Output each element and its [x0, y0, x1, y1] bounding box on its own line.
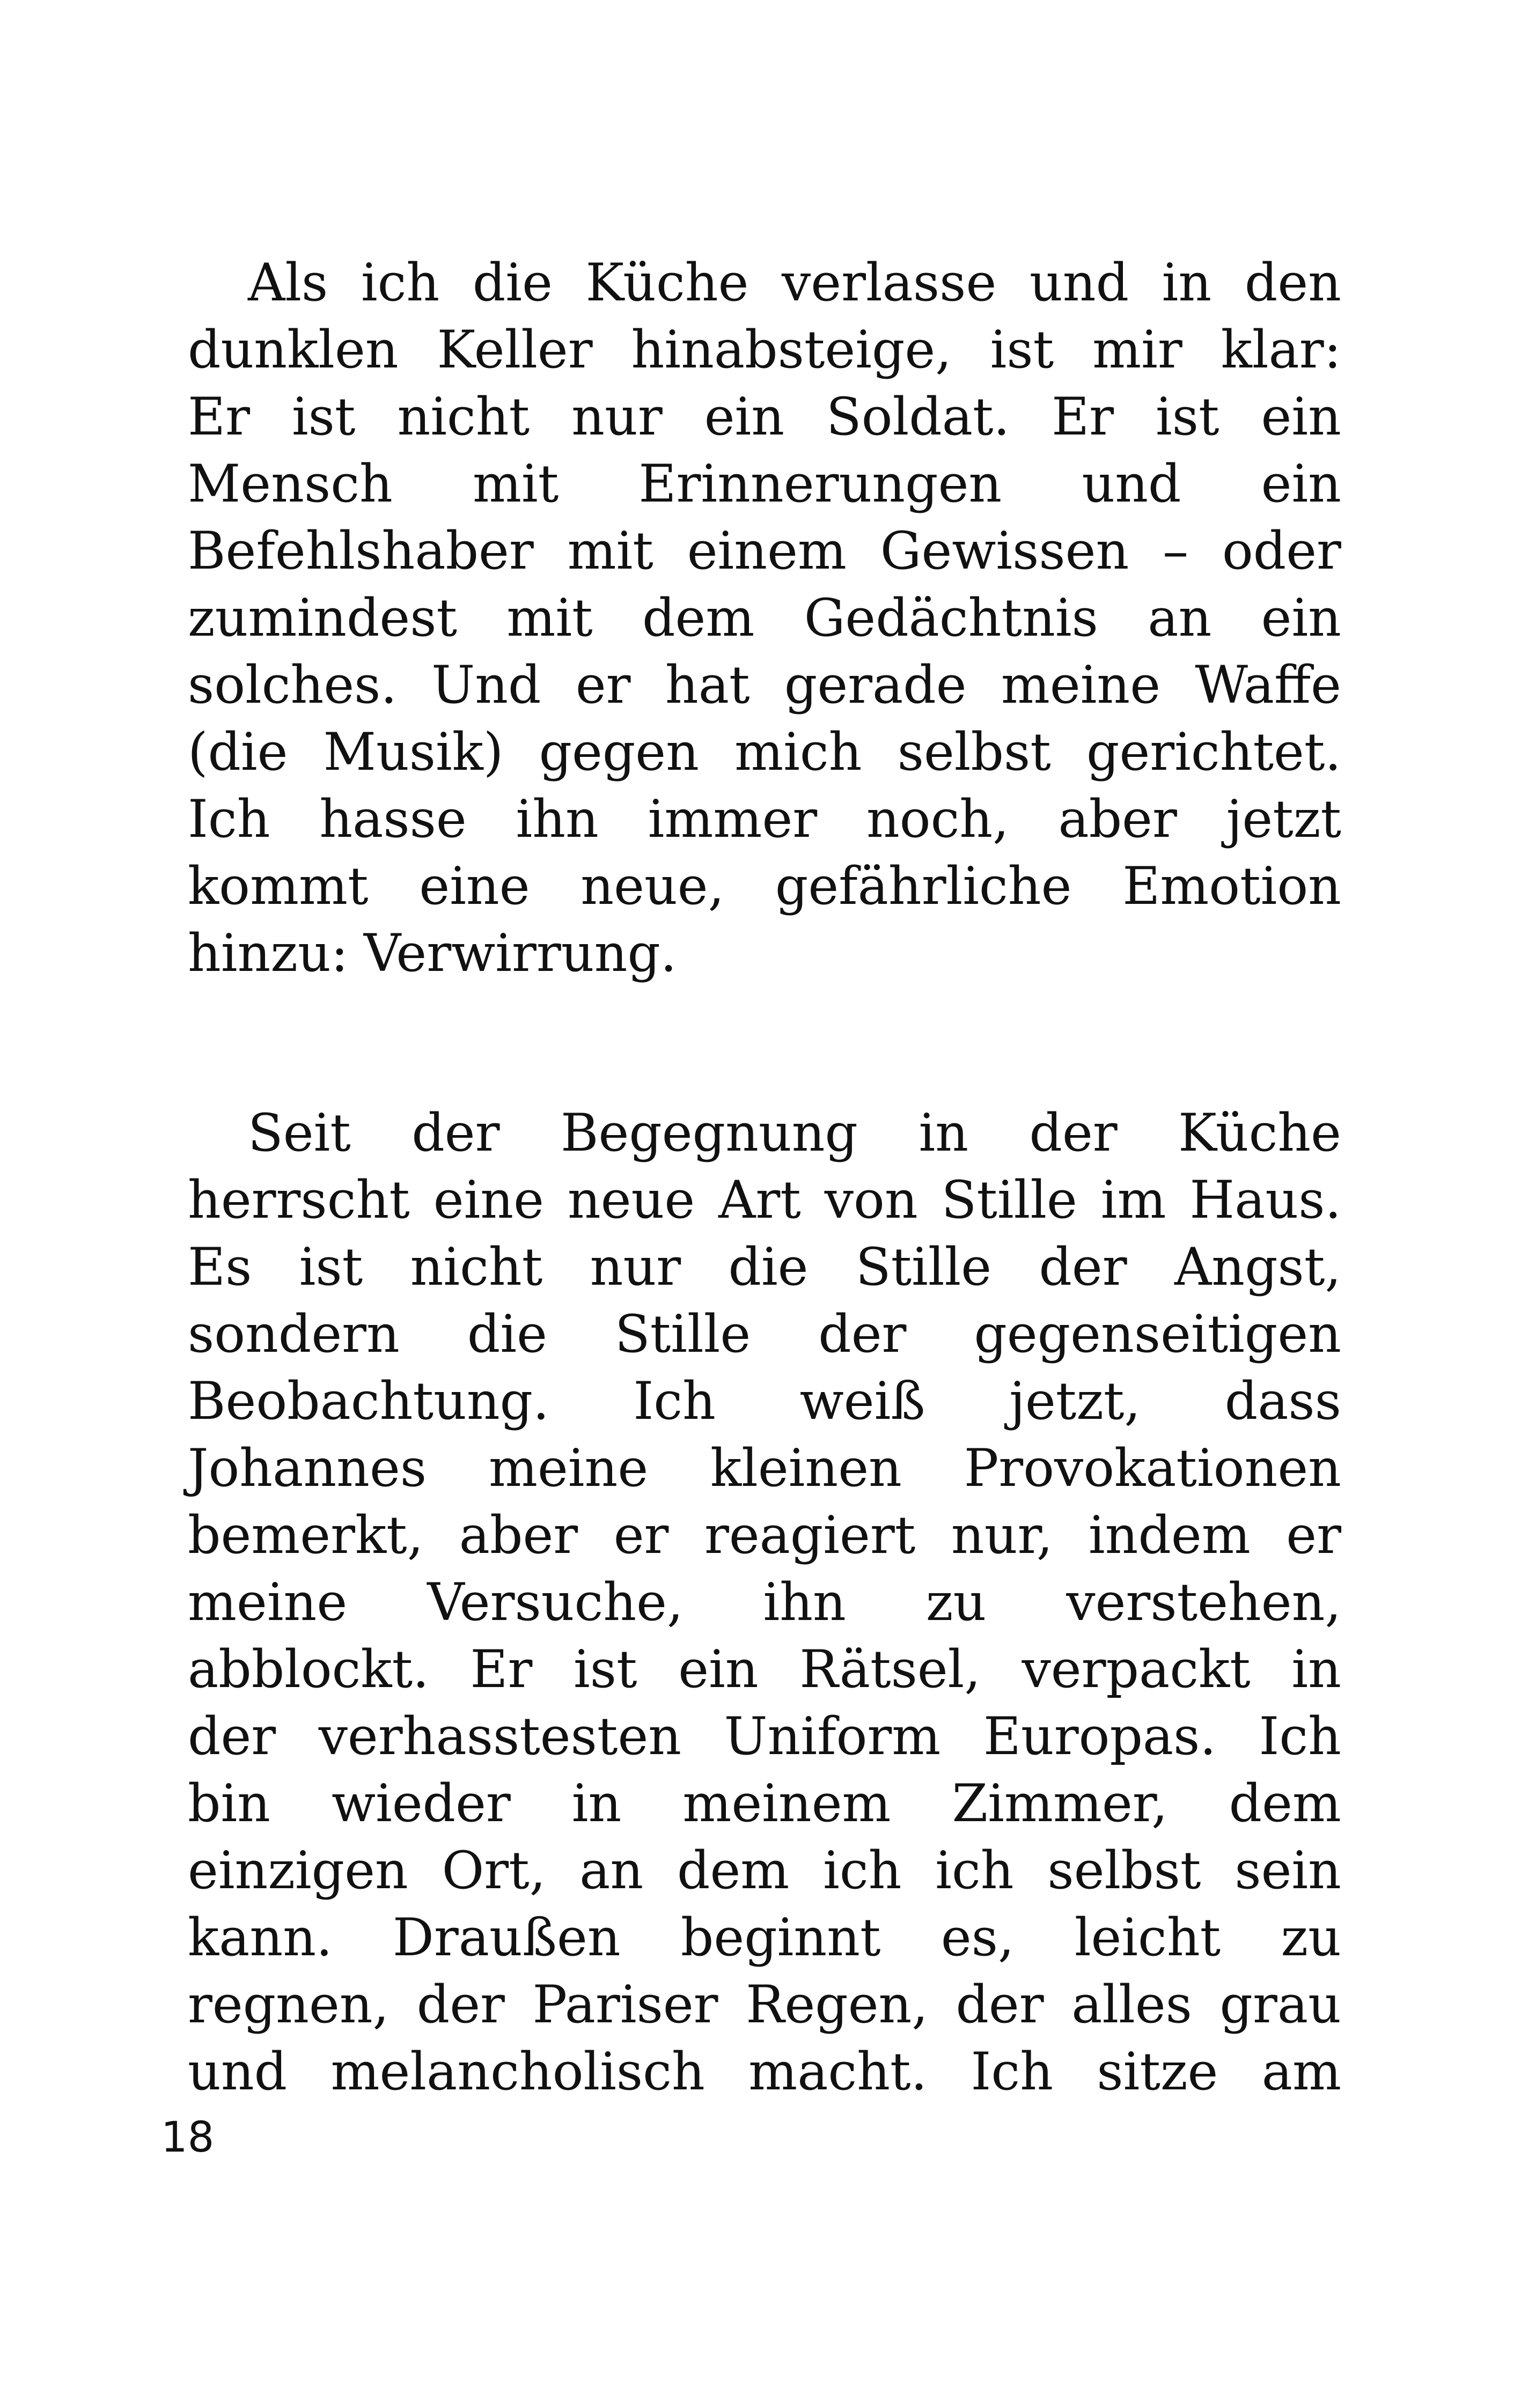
- word: Waffe: [1195, 655, 1341, 715]
- word: Er: [470, 1639, 533, 1699]
- text-line: [188, 1234, 1341, 1301]
- word: Mensch: [188, 454, 393, 514]
- word: eine: [433, 1170, 544, 1230]
- word: Zimmer,: [952, 1773, 1168, 1833]
- word: der: [818, 1304, 907, 1364]
- word: Als: [248, 253, 328, 313]
- word: Ich: [633, 1371, 716, 1431]
- word: gegen: [539, 722, 699, 782]
- text-line: [188, 1569, 1341, 1636]
- text-line: [188, 1368, 1341, 1435]
- text-line: [188, 1301, 1341, 1368]
- word: meinem: [682, 1773, 891, 1833]
- word: Soldat.: [826, 387, 1010, 447]
- word: (die: [188, 722, 288, 782]
- text-line: [188, 384, 1341, 451]
- word: hinzu:: [188, 923, 349, 983]
- text-line: [188, 1167, 1341, 1234]
- word: Angst,: [1174, 1237, 1341, 1297]
- word: Keller: [437, 320, 593, 380]
- word: der: [188, 1706, 276, 1766]
- word: an: [579, 1840, 644, 1901]
- word: zumindest: [188, 588, 458, 648]
- word: nur: [590, 1237, 681, 1297]
- word: selbst: [897, 722, 1051, 782]
- word: ist: [1156, 387, 1219, 447]
- word: Ort,: [442, 1840, 546, 1901]
- word: ihn: [763, 1572, 846, 1632]
- word: gefährliche: [775, 856, 1072, 916]
- word: Ich: [1259, 1706, 1341, 1766]
- text-line: [188, 786, 1341, 853]
- word: beginnt: [680, 1908, 881, 1968]
- word: Gedächtnis: [804, 588, 1098, 648]
- word: dem: [642, 588, 755, 648]
- text-line: [188, 1636, 1341, 1703]
- word: alles: [1071, 1975, 1192, 2035]
- word: Küche: [1178, 1103, 1341, 1163]
- word: Regen,: [746, 1975, 928, 2035]
- text-line: [188, 518, 1341, 585]
- word: einzigen: [188, 1840, 408, 1901]
- word: nicht: [410, 1237, 543, 1297]
- word: der: [416, 1975, 505, 2035]
- word: gegenseitigen: [974, 1304, 1341, 1364]
- word: verlasse: [782, 253, 997, 313]
- word: dem: [677, 1840, 790, 1901]
- word: hinabsteige,: [631, 320, 952, 380]
- word: ein: [1261, 387, 1341, 447]
- word: Versuche,: [427, 1572, 684, 1632]
- word: mit: [472, 454, 559, 514]
- word: hasse: [319, 789, 467, 849]
- word: solches.: [188, 655, 397, 715]
- word: weiß: [799, 1371, 925, 1431]
- word: ist: [299, 1237, 363, 1297]
- word: der: [1039, 1237, 1127, 1297]
- word: die: [467, 1304, 547, 1364]
- word: noch,: [866, 789, 1009, 849]
- text-line: [188, 853, 1341, 920]
- word: in: [919, 1103, 969, 1163]
- text-line: [188, 316, 1341, 384]
- text-line: [188, 1770, 1341, 1837]
- word: Seit: [248, 1103, 351, 1163]
- word: Johannes: [188, 1438, 427, 1498]
- word: Gewissen: [880, 521, 1129, 581]
- word: kann.: [188, 1908, 333, 1968]
- word: der: [1029, 1103, 1118, 1163]
- word: dem: [1229, 1773, 1341, 1833]
- word: ein: [1261, 454, 1341, 514]
- word: Haus.: [1189, 1170, 1341, 1230]
- word: reagiert: [704, 1505, 916, 1565]
- word: bin: [188, 1773, 270, 1833]
- word: ist: [990, 320, 1054, 380]
- word: Stille: [614, 1304, 751, 1364]
- paragraph-2: [188, 1100, 1341, 2105]
- text-line: [188, 1435, 1341, 1502]
- word: regnen,: [188, 1975, 390, 2035]
- word: Küche: [585, 253, 749, 313]
- text-line: [188, 1837, 1341, 1904]
- word: in: [1291, 1639, 1341, 1699]
- word: ihn: [516, 789, 599, 849]
- word: ich: [361, 253, 440, 313]
- word: verhasstesten: [318, 1706, 682, 1766]
- word: gerichtet.: [1086, 722, 1341, 782]
- word: Verwirrung.: [363, 923, 677, 983]
- text-line: [188, 1703, 1341, 1770]
- word: er: [1286, 1505, 1341, 1565]
- word: neue,: [581, 856, 725, 916]
- word: Art: [718, 1170, 801, 1230]
- word: Er: [188, 387, 250, 447]
- word: Ich: [971, 2042, 1054, 2102]
- page-number: 18: [161, 2114, 215, 2162]
- text-line: [188, 1904, 1341, 1971]
- text-line: [188, 719, 1341, 786]
- word: den: [1244, 253, 1341, 313]
- word: kleinen: [710, 1438, 902, 1498]
- word: Provokationen: [964, 1438, 1341, 1498]
- word: es,: [940, 1908, 1015, 1968]
- word: Musik): [323, 722, 504, 782]
- word: die: [728, 1237, 809, 1297]
- word: dass: [1224, 1371, 1341, 1431]
- word: mit: [567, 521, 653, 581]
- word: eine: [419, 856, 530, 916]
- word: und: [1029, 253, 1129, 313]
- word: Es: [188, 1237, 252, 1297]
- word: Begegnung: [560, 1103, 858, 1163]
- word: immer: [648, 789, 818, 849]
- word: Beobachtung.: [188, 1371, 549, 1431]
- word: hat: [665, 655, 750, 715]
- word: ein: [1261, 588, 1341, 648]
- word: verpackt: [1022, 1639, 1251, 1699]
- word: meine: [488, 1438, 649, 1498]
- word: zu: [925, 1572, 987, 1632]
- word: meine: [1001, 655, 1161, 715]
- word: kommt: [188, 856, 369, 916]
- word: sondern: [188, 1304, 400, 1364]
- word: der: [412, 1103, 500, 1163]
- word: Rätsel,: [799, 1639, 981, 1699]
- word: herrscht: [188, 1170, 410, 1230]
- word: Stille: [855, 1237, 992, 1297]
- word: und: [188, 2042, 288, 2102]
- text-line: [188, 451, 1341, 518]
- word: bemerkt,: [188, 1505, 424, 1565]
- word: Draußen: [392, 1908, 621, 1968]
- word: einem: [687, 521, 847, 581]
- word: Emotion: [1122, 856, 1341, 916]
- word: Er: [1052, 387, 1114, 447]
- word: Erinnerungen: [638, 454, 1002, 514]
- text-line: [188, 2038, 1341, 2105]
- text-line: [188, 1502, 1341, 1569]
- word: jetzt: [1226, 789, 1341, 849]
- text-line: [188, 920, 1341, 987]
- word: wieder: [331, 1773, 511, 1833]
- word: Befehlshaber: [188, 521, 534, 581]
- word: Und: [431, 655, 541, 715]
- word: oder: [1222, 521, 1341, 581]
- word: mir: [1092, 320, 1182, 380]
- text-line: [188, 1100, 1341, 1167]
- word: klar:: [1221, 320, 1341, 380]
- word: selbst: [1047, 1840, 1201, 1901]
- text-line: [188, 652, 1341, 719]
- word: dunklen: [188, 320, 399, 380]
- word: indem: [1088, 1505, 1251, 1565]
- text-line: [188, 249, 1341, 316]
- word: am: [1261, 2042, 1341, 2102]
- word: Europas.: [983, 1706, 1216, 1766]
- word: nur,: [951, 1505, 1053, 1565]
- word: er: [613, 1505, 669, 1565]
- word: abblockt.: [188, 1639, 429, 1699]
- word: mit: [506, 588, 593, 648]
- text-line: [188, 1971, 1341, 2038]
- word: leicht: [1074, 1908, 1221, 1968]
- text-line: [188, 585, 1341, 652]
- word: ich: [935, 1840, 1014, 1901]
- word: an: [1148, 588, 1212, 648]
- word: er: [575, 655, 631, 715]
- word: sitze: [1097, 2042, 1218, 2102]
- word: mich: [734, 722, 862, 782]
- word: aber: [1058, 789, 1177, 849]
- word: nur: [571, 387, 663, 447]
- word: im: [1100, 1170, 1166, 1230]
- word: zu: [1281, 1908, 1341, 1968]
- word: in: [1162, 253, 1212, 313]
- word: von: [824, 1170, 918, 1230]
- word: sein: [1235, 1840, 1341, 1901]
- word: ich: [823, 1840, 902, 1901]
- word: Pariser: [532, 1975, 718, 2035]
- word: Ich: [188, 789, 270, 849]
- word: ist: [574, 1639, 637, 1699]
- word: ein: [678, 1639, 759, 1699]
- word: macht.: [748, 2042, 928, 2102]
- word: melancholisch: [330, 2042, 705, 2102]
- word: meine: [188, 1572, 348, 1632]
- word: der: [956, 1975, 1044, 2035]
- word: –: [1163, 521, 1189, 581]
- word: gerade: [784, 655, 967, 715]
- word: grau: [1219, 1975, 1341, 2035]
- word: Uniform: [724, 1706, 941, 1766]
- word: und: [1082, 454, 1181, 514]
- word: ein: [704, 387, 785, 447]
- word: jetzt,: [1009, 1371, 1141, 1431]
- word: nicht: [397, 387, 530, 447]
- word: verstehen,: [1066, 1572, 1341, 1632]
- word: Stille: [941, 1170, 1077, 1230]
- word: in: [571, 1773, 622, 1833]
- word: neue: [567, 1170, 695, 1230]
- word: die: [472, 253, 553, 313]
- word: ist: [291, 387, 356, 447]
- word: aber: [459, 1505, 578, 1565]
- paragraph-1: [188, 249, 1341, 987]
